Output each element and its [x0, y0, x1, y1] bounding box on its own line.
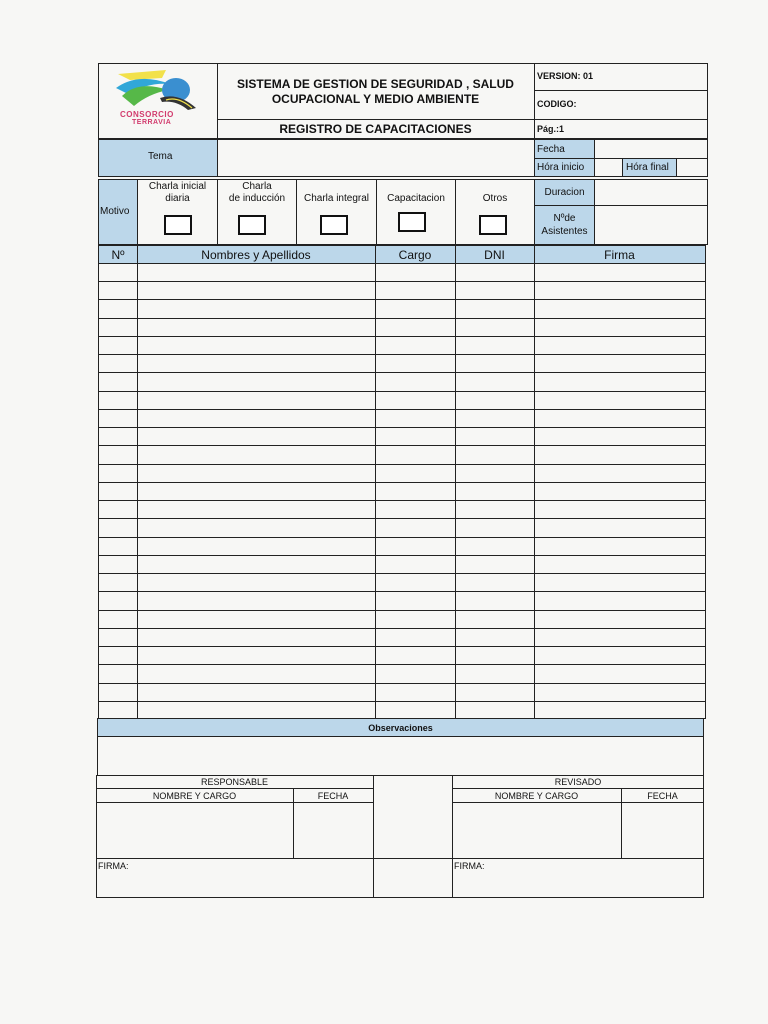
- table-cell-firma[interactable]: [535, 702, 704, 718]
- table-cell-numero[interactable]: [100, 665, 136, 681]
- table-cell-numero[interactable]: [100, 684, 136, 700]
- duracion-label: Duracion: [544, 187, 585, 198]
- table-cell-dni[interactable]: [456, 574, 533, 590]
- table-cell-nombres[interactable]: [138, 629, 374, 645]
- table-cell-nombres[interactable]: [138, 538, 374, 554]
- table-cell-nombres[interactable]: [138, 319, 374, 335]
- table-cell-numero[interactable]: [100, 410, 136, 426]
- table-cell-firma[interactable]: [535, 300, 704, 316]
- table-cell-nombres[interactable]: [138, 446, 374, 462]
- table-cell-firma[interactable]: [535, 611, 704, 627]
- table-cell-numero[interactable]: [100, 611, 136, 627]
- table-cell-dni[interactable]: [456, 264, 533, 280]
- table-cell-cargo[interactable]: [376, 373, 454, 389]
- asistentes-input[interactable]: [595, 206, 707, 244]
- table-cell-firma[interactable]: [535, 373, 704, 389]
- table-cell-cargo[interactable]: [376, 556, 454, 572]
- logo-icon: [108, 68, 208, 114]
- observaciones-input[interactable]: [98, 737, 703, 775]
- table-cell-firma[interactable]: [535, 538, 704, 554]
- version-label: VERSION: 01: [537, 71, 594, 81]
- table-cell-dni[interactable]: [456, 684, 533, 700]
- table-cell-nombres[interactable]: [138, 300, 374, 316]
- table-cell-firma[interactable]: [535, 501, 704, 517]
- checkbox-capacitacion[interactable]: [398, 212, 426, 232]
- table-cell-dni[interactable]: [456, 392, 533, 408]
- fecha-input[interactable]: [595, 140, 707, 158]
- table-cell-firma[interactable]: [535, 556, 704, 572]
- table-cell-cargo[interactable]: [376, 282, 454, 298]
- table-cell-firma[interactable]: [535, 647, 704, 663]
- pagina-label: Pág.:1: [537, 124, 565, 134]
- table-cell-firma[interactable]: [535, 428, 704, 444]
- motivo-option-charla-integral: Charla integral: [303, 192, 370, 204]
- table-cell-dni[interactable]: [456, 702, 533, 718]
- motivo-option-charla-inicial: Charla inicial diaria: [148, 181, 207, 204]
- table-cell-nombres[interactable]: [138, 574, 374, 590]
- header-nombres: Nombres y Apellidos: [201, 247, 311, 262]
- table-cell-numero[interactable]: [100, 373, 136, 389]
- table-cell-firma[interactable]: [535, 665, 704, 681]
- company-name-line1: CONSORCIO: [120, 110, 174, 119]
- header-firma: Firma: [604, 247, 635, 262]
- responsable-firma-label: FIRMA:: [98, 861, 129, 871]
- table-cell-numero[interactable]: [100, 647, 136, 663]
- revisado-nombre-input[interactable]: [453, 803, 620, 857]
- table-cell-nombres[interactable]: [138, 519, 374, 535]
- table-cell-numero[interactable]: [100, 392, 136, 408]
- codigo-label: CODIGO:: [537, 99, 577, 109]
- table-cell-firma[interactable]: [535, 319, 704, 335]
- system-title-line1: SISTEMA DE GESTION DE SEGURIDAD , SALUD: [237, 77, 514, 91]
- table-cell-nombres[interactable]: [138, 410, 374, 426]
- table-cell-cargo[interactable]: [376, 446, 454, 462]
- table-cell-nombres[interactable]: [138, 647, 374, 663]
- table-cell-numero[interactable]: [100, 355, 136, 371]
- table-cell-nombres[interactable]: [138, 337, 374, 353]
- table-cell-cargo[interactable]: [376, 392, 454, 408]
- revisado-firma-input[interactable]: [453, 872, 703, 897]
- table-cell-firma[interactable]: [535, 282, 704, 298]
- table-cell-nombres[interactable]: [138, 592, 374, 608]
- table-cell-dni[interactable]: [456, 373, 533, 389]
- table-cell-cargo[interactable]: [376, 483, 454, 499]
- table-cell-dni[interactable]: [456, 483, 533, 499]
- header-numero: Nº: [111, 247, 125, 262]
- table-cell-dni[interactable]: [456, 629, 533, 645]
- table-cell-firma[interactable]: [535, 264, 704, 280]
- checkbox-otros[interactable]: [479, 215, 507, 235]
- table-cell-firma[interactable]: [535, 355, 704, 371]
- table-cell-cargo[interactable]: [376, 647, 454, 663]
- observaciones-label: Observaciones: [98, 719, 703, 736]
- table-cell-cargo[interactable]: [376, 410, 454, 426]
- table-cell-nombres[interactable]: [138, 556, 374, 572]
- table-cell-numero[interactable]: [100, 483, 136, 499]
- table-cell-cargo[interactable]: [376, 702, 454, 718]
- table-cell-nombres[interactable]: [138, 665, 374, 681]
- table-cell-dni[interactable]: [456, 538, 533, 554]
- table-cell-dni[interactable]: [456, 465, 533, 481]
- table-cell-dni[interactable]: [456, 665, 533, 681]
- table-cell-nombres[interactable]: [138, 501, 374, 517]
- table-cell-cargo[interactable]: [376, 592, 454, 608]
- table-cell-dni[interactable]: [456, 519, 533, 535]
- motivo-option-capacitacion: Capacitacion: [387, 192, 445, 204]
- checkbox-charla-induccion[interactable]: [238, 215, 266, 235]
- table-cell-firma[interactable]: [535, 392, 704, 408]
- table-cell-numero[interactable]: [100, 300, 136, 316]
- table-cell-cargo[interactable]: [376, 264, 454, 280]
- table-cell-numero[interactable]: [100, 702, 136, 718]
- responsable-fecha-input[interactable]: [294, 803, 372, 857]
- revisado-fecha-input[interactable]: [622, 803, 703, 857]
- revisado-label: REVISADO: [554, 776, 602, 787]
- motivo-option-otros: Otros: [482, 192, 508, 204]
- table-cell-numero[interactable]: [100, 501, 136, 517]
- table-cell-cargo[interactable]: [376, 300, 454, 316]
- responsable-nombre-cargo-label: NOMBRE Y CARGO: [152, 790, 237, 801]
- table-cell-cargo[interactable]: [376, 501, 454, 517]
- table-cell-nombres[interactable]: [138, 611, 374, 627]
- revisado-fecha-label: FECHA: [647, 790, 678, 801]
- table-cell-firma[interactable]: [535, 483, 704, 499]
- table-cell-nombres[interactable]: [138, 282, 374, 298]
- responsable-nombre-input[interactable]: [97, 803, 292, 857]
- table-cell-nombres[interactable]: [138, 702, 374, 718]
- table-cell-numero[interactable]: [100, 574, 136, 590]
- table-cell-dni[interactable]: [456, 611, 533, 627]
- motivo-label: Motivo: [100, 206, 130, 217]
- table-cell-cargo[interactable]: [376, 465, 454, 481]
- table-cell-numero[interactable]: [100, 538, 136, 554]
- hora-inicio-label: Hóra inicio: [537, 162, 585, 173]
- table-cell-nombres[interactable]: [138, 373, 374, 389]
- table-cell-firma[interactable]: [535, 465, 704, 481]
- company-logo: [108, 68, 208, 130]
- table-cell-nombres[interactable]: [138, 684, 374, 700]
- table-cell-numero[interactable]: [100, 337, 136, 353]
- table-cell-firma[interactable]: [535, 446, 704, 462]
- table-cell-firma[interactable]: [535, 684, 704, 700]
- system-title-line2: OCUPACIONAL Y MEDIO AMBIENTE: [271, 92, 480, 106]
- duracion-input[interactable]: [595, 180, 707, 205]
- table-cell-numero[interactable]: [100, 282, 136, 298]
- table-cell-dni[interactable]: [456, 337, 533, 353]
- table-cell-numero[interactable]: [100, 465, 136, 481]
- table-cell-numero[interactable]: [100, 592, 136, 608]
- fecha-label: Fecha: [537, 144, 565, 155]
- table-cell-dni[interactable]: [456, 592, 533, 608]
- table-cell-dni[interactable]: [456, 319, 533, 335]
- table-cell-numero[interactable]: [100, 629, 136, 645]
- table-cell-nombres[interactable]: [138, 355, 374, 371]
- table-cell-numero[interactable]: [100, 446, 136, 462]
- table-cell-numero[interactable]: [100, 519, 136, 535]
- table-cell-firma[interactable]: [535, 592, 704, 608]
- header-cargo: Cargo: [398, 247, 432, 262]
- checkbox-charla-integral[interactable]: [320, 215, 348, 235]
- revisado-firma-label: FIRMA:: [454, 861, 485, 871]
- hora-final-input[interactable]: [677, 159, 707, 176]
- table-cell-cargo[interactable]: [376, 355, 454, 371]
- responsable-firma-input[interactable]: [97, 872, 372, 897]
- table-cell-dni[interactable]: [456, 556, 533, 572]
- checkbox-charla-inicial[interactable]: [164, 215, 192, 235]
- motivo-option-charla-induccion: Charla de inducción: [228, 181, 286, 204]
- hora-final-label: Hóra final: [626, 162, 669, 173]
- system-title: [217, 74, 534, 110]
- table-cell-firma[interactable]: [535, 629, 704, 645]
- tema-label: Tema: [148, 151, 173, 162]
- table-cell-numero[interactable]: [100, 556, 136, 572]
- table-cell-nombres[interactable]: [138, 465, 374, 481]
- revisado-nombre-cargo-label: NOMBRE Y CARGO: [494, 790, 579, 801]
- table-cell-dni[interactable]: [456, 300, 533, 316]
- table-cell-cargo[interactable]: [376, 611, 454, 627]
- table-cell-numero[interactable]: [100, 319, 136, 335]
- tema-input[interactable]: [218, 140, 533, 176]
- table-cell-nombres[interactable]: [138, 392, 374, 408]
- table-cell-dni[interactable]: [456, 428, 533, 444]
- table-cell-firma[interactable]: [535, 410, 704, 426]
- table-cell-cargo[interactable]: [376, 684, 454, 700]
- table-cell-dni[interactable]: [456, 647, 533, 663]
- table-cell-cargo[interactable]: [376, 337, 454, 353]
- table-cell-firma[interactable]: [535, 574, 704, 590]
- table-cell-cargo[interactable]: [376, 538, 454, 554]
- table-cell-numero[interactable]: [100, 264, 136, 280]
- table-cell-firma[interactable]: [535, 519, 704, 535]
- company-name-line2: TERRAVIA: [132, 119, 172, 126]
- header-dni: DNI: [484, 247, 505, 262]
- table-cell-dni[interactable]: [456, 355, 533, 371]
- table-cell-nombres[interactable]: [138, 264, 374, 280]
- table-cell-cargo[interactable]: [376, 319, 454, 335]
- table-cell-nombres[interactable]: [138, 428, 374, 444]
- table-cell-dni[interactable]: [456, 501, 533, 517]
- form-title: REGISTRO DE CAPACITACIONES: [279, 122, 472, 136]
- responsable-label: RESPONSABLE: [200, 776, 269, 787]
- asistentes-label: Nºde Asistentes: [541, 213, 588, 237]
- hora-inicio-input[interactable]: [595, 159, 622, 176]
- table-cell-cargo[interactable]: [376, 519, 454, 535]
- table-cell-cargo[interactable]: [376, 428, 454, 444]
- table-cell-dni[interactable]: [456, 282, 533, 298]
- table-cell-dni[interactable]: [456, 410, 533, 426]
- table-cell-cargo[interactable]: [376, 629, 454, 645]
- table-cell-cargo[interactable]: [376, 665, 454, 681]
- responsable-fecha-label: FECHA: [317, 790, 349, 801]
- table-cell-firma[interactable]: [535, 337, 704, 353]
- table-cell-nombres[interactable]: [138, 483, 374, 499]
- table-cell-cargo[interactable]: [376, 574, 454, 590]
- table-cell-dni[interactable]: [456, 446, 533, 462]
- table-cell-numero[interactable]: [100, 428, 136, 444]
